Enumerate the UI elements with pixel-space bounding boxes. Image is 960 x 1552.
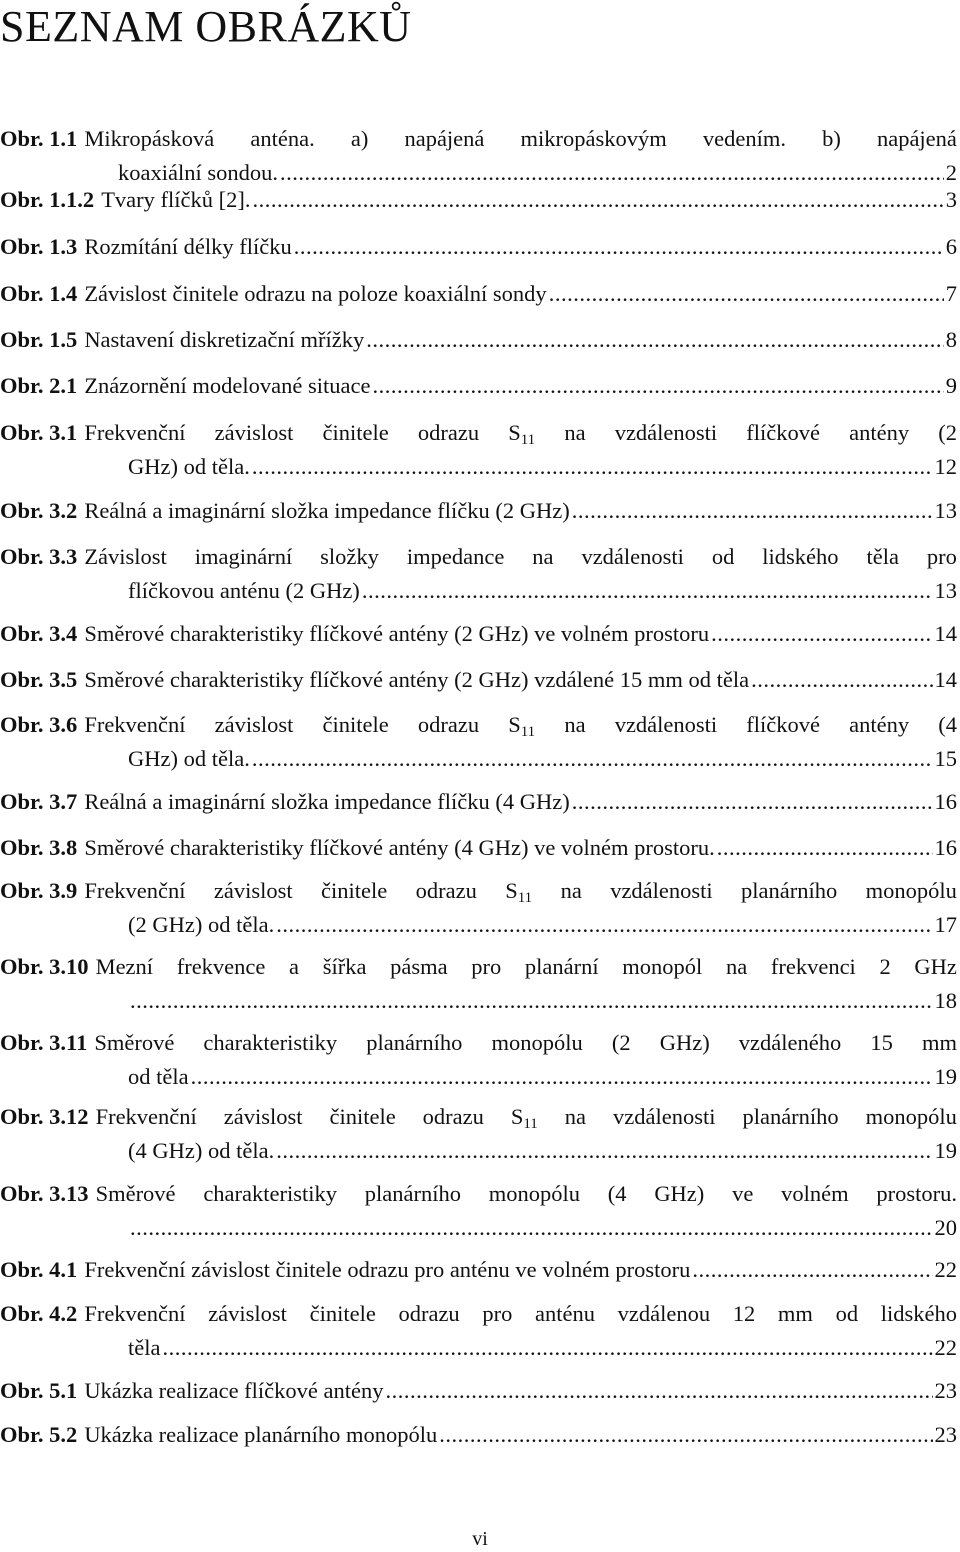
entry-line: [0, 1297, 957, 1331]
caption-word: planárního: [741, 878, 838, 903]
figure-label: Obr. 3.5: [0, 667, 78, 692]
figure-entry[interactable]: [0, 785, 957, 819]
caption-word: Mezní: [95, 954, 154, 979]
entry-continuation-line: [128, 1331, 957, 1365]
page-reference: 23: [934, 1422, 957, 1447]
caption-word: Směrové: [94, 1030, 175, 1055]
entry-line: [0, 277, 957, 311]
entry-line: [0, 183, 957, 217]
dot-leader: [439, 1418, 932, 1452]
caption-word: b): [822, 126, 841, 151]
dot-leader: [276, 908, 932, 942]
figure-entry[interactable]: [0, 617, 957, 651]
figure-caption: koaxiální sondou.: [118, 160, 278, 185]
figure-label: Obr. 5.1: [0, 1378, 78, 1403]
figure-label: Obr. 3.3: [0, 544, 78, 569]
caption-word: od: [835, 1301, 859, 1326]
caption-word: činitele: [321, 878, 388, 903]
entry-line: [0, 874, 957, 908]
figure-caption: Směrové charakteristiky flíčkové antény (2 GHz) vzdálené 15 mm od těla: [84, 667, 750, 692]
dot-leader: [549, 277, 944, 311]
figure-label: Obr. 2.1: [0, 373, 78, 398]
page-reference: 12: [934, 454, 957, 479]
figure-caption: GHz) od těla.: [128, 454, 250, 479]
caption-word: vzdálenosti: [613, 1104, 716, 1129]
caption-word: a): [350, 126, 369, 151]
caption-word: mm: [777, 1301, 813, 1326]
dot-leader: [252, 450, 933, 484]
caption-word: na: [564, 1104, 587, 1129]
figure-label: Obr. 4.1: [0, 1257, 78, 1282]
caption-word: anténu: [535, 1301, 595, 1326]
entry-continuation-line: [128, 1134, 957, 1168]
caption-word: Mikropásková: [84, 126, 215, 151]
dot-leader: [372, 369, 943, 403]
caption-word: závislost: [214, 712, 294, 737]
figure-label: Obr. 4.2: [0, 1301, 78, 1326]
figure-caption: [94, 1026, 957, 1060]
caption-word: odrazu: [417, 712, 480, 737]
figure-label: Obr. 3.10: [0, 954, 89, 979]
dot-leader: [162, 1331, 932, 1365]
caption-word: na: [560, 878, 582, 903]
entry-continuation-line: [128, 1060, 957, 1094]
page-reference: 13: [934, 498, 957, 523]
caption-word: volném: [781, 1181, 849, 1206]
figure-entry[interactable]: [0, 874, 957, 942]
entry-line: [0, 540, 957, 574]
figure-label: Obr. 3.9: [0, 878, 78, 903]
page-reference: 3: [945, 187, 957, 212]
figure-entry[interactable]: [0, 1418, 957, 1452]
caption-word: charakteristiky: [203, 1030, 338, 1055]
page-reference: 7: [945, 281, 957, 306]
entry-line: [0, 1418, 957, 1452]
page-title: SEZNAM OBRÁZKŮ: [0, 2, 412, 51]
caption-word: napájená: [404, 126, 485, 151]
page-reference: 22: [934, 1257, 957, 1282]
figure-caption: [96, 950, 957, 984]
caption-word: těla: [866, 544, 899, 569]
figure-label: Obr. 3.8: [0, 835, 78, 860]
caption-word: 15: [870, 1030, 893, 1055]
page-reference: 2: [945, 160, 957, 185]
caption-word: ve: [732, 1181, 754, 1206]
caption-word: planárního: [742, 1104, 839, 1129]
figure-caption: [84, 540, 957, 574]
dot-leader: [294, 230, 944, 264]
dot-leader: [362, 574, 933, 608]
page-reference: 18: [934, 988, 957, 1013]
caption-word: lidského: [762, 544, 839, 569]
caption-word: mikropáskovým: [520, 126, 667, 151]
dot-leader: [366, 323, 944, 357]
figure-caption: Ukázka realizace flíčkové antény: [84, 1378, 384, 1403]
caption-word: $S_{11}$: [508, 712, 536, 740]
entry-line: [0, 323, 957, 357]
caption-word: vedením.: [702, 126, 786, 151]
page-reference: 16: [934, 835, 957, 860]
figure-entry[interactable]: [0, 663, 957, 697]
figure-caption: [96, 1177, 957, 1211]
page-reference: 6: [945, 234, 957, 259]
figure-entry[interactable]: [0, 369, 957, 403]
dot-leader: [711, 617, 932, 651]
figure-entry[interactable]: [0, 1100, 957, 1168]
caption-word: GHz): [654, 1181, 705, 1206]
page-reference: 19: [934, 1064, 957, 1089]
caption-word: Směrové: [95, 1181, 176, 1206]
caption-word: Frekvenční: [84, 712, 186, 737]
caption-word: vzdáleného: [738, 1030, 842, 1055]
figure-entry[interactable]: [0, 540, 957, 608]
figure-entry[interactable]: [0, 1177, 957, 1245]
entry-line: [0, 950, 957, 984]
figure-label: Obr. 3.1: [0, 420, 78, 445]
entry-continuation-line: [128, 742, 957, 776]
dot-leader: [751, 663, 932, 697]
figure-caption: flíčkovou anténu (2 GHz): [128, 578, 360, 603]
entry-line: [0, 122, 957, 156]
caption-word: odrazu: [398, 1301, 460, 1326]
caption-word: pro: [926, 544, 957, 569]
entry-line: [0, 1026, 957, 1060]
caption-word: planárního: [366, 1030, 463, 1055]
figure-caption: Směrové charakteristiky flíčkové antény (4 GHz) ve volném prostoru.: [84, 835, 715, 860]
entry-line: [0, 1100, 957, 1134]
figure-entry[interactable]: [0, 277, 957, 311]
caption-word: anténa.: [250, 126, 315, 151]
entry-line: [0, 416, 957, 450]
figure-label: Obr. 1.5: [0, 327, 78, 352]
dot-leader: [572, 785, 933, 819]
figure-label: Obr. 3.13: [0, 1181, 89, 1206]
caption-word: mm: [921, 1030, 957, 1055]
dot-leader: [276, 1134, 932, 1168]
caption-word: Frekvenční: [95, 1104, 197, 1129]
page-reference: 22: [934, 1335, 957, 1360]
caption-word: prostoru.: [876, 1181, 957, 1206]
figure-entry[interactable]: [0, 1297, 957, 1365]
caption-word: činitele: [322, 420, 389, 445]
dot-leader: [692, 1253, 932, 1287]
figure-caption: [84, 122, 957, 156]
dot-leader: [130, 1211, 933, 1245]
figure-label: Obr. 5.2: [0, 1422, 78, 1447]
caption-word: monopólu: [491, 1030, 583, 1055]
entry-continuation-line: [128, 1211, 957, 1245]
figure-caption: (2 GHz) od těla.: [128, 912, 275, 937]
caption-word: Závislost: [84, 544, 167, 569]
caption-word: (2: [938, 420, 957, 445]
caption-word: odrazu: [417, 420, 480, 445]
caption-word: vzdálenosti: [610, 878, 713, 903]
page-reference: 9: [945, 373, 957, 398]
figure-entry[interactable]: [0, 122, 957, 190]
figure-caption: Reálná a imaginární složka impedance flíčku (4 GHz): [84, 789, 570, 814]
caption-word: antény: [849, 420, 910, 445]
caption-word: závislost: [223, 1104, 303, 1129]
page-reference: 17: [934, 912, 957, 937]
figure-caption: od těla: [128, 1064, 189, 1089]
entry-line: [0, 663, 957, 697]
caption-word: charakteristiky: [203, 1181, 338, 1206]
figure-entry[interactable]: [0, 1026, 957, 1094]
caption-word: monopól: [622, 954, 703, 979]
figure-entry[interactable]: [0, 708, 957, 776]
figure-label: Obr. 3.7: [0, 789, 78, 814]
caption-word: závislost: [214, 420, 294, 445]
figure-entry[interactable]: [0, 230, 957, 264]
caption-word: antény: [849, 712, 910, 737]
caption-word: pro: [471, 954, 502, 979]
page-reference: 13: [934, 578, 957, 603]
caption-word: na: [564, 712, 586, 737]
figure-caption: [84, 708, 957, 742]
caption-word: frekvenci: [770, 954, 856, 979]
figure-entry[interactable]: [0, 494, 957, 528]
caption-word: Frekvenční: [84, 1301, 186, 1326]
entry-line: [0, 1374, 957, 1408]
dot-leader: [130, 984, 933, 1018]
caption-word: monopólu: [865, 878, 957, 903]
page-reference: 16: [934, 789, 957, 814]
figure-caption: Směrové charakteristiky flíčkové antény (2 GHz) ve volném prostoru: [84, 621, 710, 646]
dot-leader: [572, 494, 933, 528]
figure-label: Obr. 1.1: [0, 126, 78, 151]
caption-word: frekvence: [176, 954, 266, 979]
caption-word: 2: [879, 954, 891, 979]
figure-label: Obr. 3.4: [0, 621, 78, 646]
page-number: vi: [472, 1528, 488, 1550]
figure-caption: [84, 1297, 957, 1331]
caption-word: vzdálenou: [617, 1301, 711, 1326]
caption-word: odrazu: [422, 1104, 484, 1129]
figure-caption: (4 GHz) od těla.: [128, 1138, 275, 1163]
dot-leader: [717, 831, 933, 865]
caption-word: závislost: [208, 1301, 287, 1326]
entry-line: [0, 831, 957, 865]
caption-word: impedance: [406, 544, 505, 569]
figure-caption: Frekvenční závislost činitele odrazu pro anténu ve volném prostoru: [84, 1257, 691, 1282]
page-reference: 15: [934, 746, 957, 771]
caption-word: planární: [524, 954, 599, 979]
caption-word: na: [725, 954, 748, 979]
caption-word: planárního: [364, 1181, 461, 1206]
caption-word: pro: [482, 1301, 513, 1326]
figure-label: Obr. 3.6: [0, 712, 78, 737]
figure-label: Obr. 1.4: [0, 281, 78, 306]
caption-word: $S_{11}$: [508, 420, 536, 448]
caption-word: imaginární: [194, 544, 293, 569]
caption-word: flíčkové: [746, 420, 821, 445]
entry-line: [0, 785, 957, 819]
caption-word: monopólu: [865, 1104, 957, 1129]
figure-entry[interactable]: [0, 323, 957, 357]
figure-caption: Znázornění modelované situace: [84, 373, 371, 398]
figure-caption: Rozmítání délky flíčku: [84, 234, 292, 259]
entry-line: [0, 494, 957, 528]
caption-word: od: [711, 544, 735, 569]
caption-word: činitele: [322, 712, 389, 737]
figure-caption: GHz) od těla.: [128, 746, 250, 771]
figure-caption: [84, 874, 957, 908]
caption-word: na: [532, 544, 554, 569]
caption-word: činitele: [329, 1104, 396, 1129]
entry-line: [0, 708, 957, 742]
caption-word: vzdálenosti: [581, 544, 684, 569]
caption-word: na: [564, 420, 586, 445]
figure-entry[interactable]: [0, 183, 957, 217]
figure-label: Obr. 1.1.2: [0, 187, 95, 212]
entry-line: [0, 230, 957, 264]
figure-entry[interactable]: [0, 1374, 957, 1408]
caption-word: a: [289, 954, 300, 979]
entry-continuation-line: [128, 908, 957, 942]
figure-label: Obr. 3.12: [0, 1104, 89, 1129]
figure-entry[interactable]: [0, 1253, 957, 1287]
dot-leader: [252, 742, 933, 776]
caption-word: Frekvenční: [84, 420, 186, 445]
dot-leader: [253, 183, 944, 217]
figure-entry[interactable]: [0, 831, 957, 865]
page-reference: 19: [934, 1138, 957, 1163]
caption-word: monopólu: [488, 1181, 581, 1206]
figure-caption: Tvary flíčků [2].: [101, 187, 251, 212]
caption-word: (4: [938, 712, 957, 737]
caption-word: vzdálenosti: [614, 712, 718, 737]
caption-word: (2: [611, 1030, 631, 1055]
caption-word: složky: [320, 544, 379, 569]
caption-word: $S_{11}$: [510, 1104, 538, 1132]
figure-caption: těla: [128, 1335, 161, 1360]
entry-continuation-line: [128, 574, 957, 608]
figure-caption: Reálná a imaginární složka impedance flíčku (2 GHz): [84, 498, 570, 523]
page-reference: 14: [934, 621, 957, 646]
caption-word: Frekvenční: [84, 878, 186, 903]
entry-continuation-line: [128, 450, 957, 484]
figure-entry[interactable]: [0, 950, 957, 1018]
caption-word: 12: [732, 1301, 756, 1326]
entry-line: [0, 1177, 957, 1211]
figure-caption: Nastavení diskretizační mřížky: [84, 327, 365, 352]
caption-word: činitele: [309, 1301, 376, 1326]
caption-word: odrazu: [415, 878, 477, 903]
page-reference: 20: [934, 1215, 957, 1240]
caption-word: lidského: [880, 1301, 957, 1326]
caption-word: pásma: [390, 954, 448, 979]
caption-word: závislost: [213, 878, 293, 903]
entry-line: [0, 1253, 957, 1287]
caption-word: (4: [607, 1181, 627, 1206]
figure-entry[interactable]: [0, 416, 957, 484]
figure-caption: Ukázka realizace planárního monopólu: [84, 1422, 438, 1447]
figure-caption: Závislost činitele odrazu na poloze koaxiální sondy: [84, 281, 547, 306]
caption-word: GHz): [659, 1030, 710, 1055]
dot-leader: [191, 1060, 933, 1094]
figure-caption: [84, 416, 957, 450]
page-reference: 8: [945, 327, 957, 352]
entry-line: [0, 369, 957, 403]
caption-word: flíčkové: [746, 712, 821, 737]
caption-word: napájená: [876, 126, 957, 151]
figure-label: Obr. 1.3: [0, 234, 78, 259]
caption-word: $S_{11}$: [505, 878, 533, 906]
entry-line: [0, 617, 957, 651]
dot-leader: [386, 1374, 933, 1408]
page-reference: 23: [934, 1378, 957, 1403]
caption-word: GHz: [914, 954, 957, 979]
figure-label: Obr. 3.2: [0, 498, 78, 523]
page-reference: 14: [934, 667, 957, 692]
entry-continuation-line: [128, 984, 957, 1018]
figure-label: Obr. 3.11: [0, 1030, 88, 1055]
figure-caption: [96, 1100, 957, 1134]
caption-word: šířka: [322, 954, 367, 979]
caption-word: vzdálenosti: [614, 420, 718, 445]
